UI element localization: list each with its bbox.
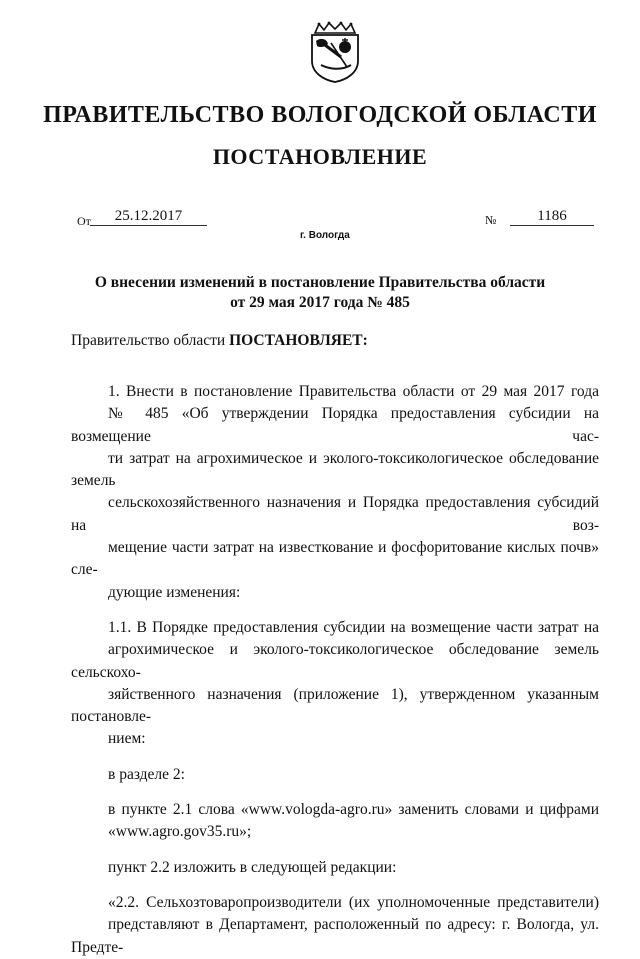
- text-line: пункт 2.2 изложить в следующей редакции:: [108, 858, 397, 876]
- paragraph: [71, 381, 599, 604]
- paragraph: [71, 892, 599, 959]
- document-type: ПОСТАНОВЛЕНИЕ: [212, 144, 428, 169]
- text-line: нием:: [108, 730, 146, 748]
- text-line: зяйственного назначения (приложение 1), утвержденном указанным постановле-: [71, 685, 599, 726]
- document-date: 25.12.2017: [90, 207, 207, 226]
- subject-line: О внесении изменений в постановление Правительства области: [94, 274, 546, 291]
- paragraph: [71, 799, 599, 844]
- text-line: 1. Внести в постановление Правительства области от 29 мая 2017 года: [108, 383, 599, 400]
- text-line: мещение части затрат на известкование и фосфоритование кислых почв» сле-: [71, 539, 599, 579]
- preamble: [71, 332, 368, 350]
- text-line: дующие изменения:: [108, 583, 241, 601]
- organization-title: ПРАВИТЕЛЬСТВО ВОЛОГОДСКОЙ ОБЛАСТИ: [43, 102, 597, 128]
- text-line: в пункте 2.1 слова «www.vologda-agro.ru» заменить словами и цифрами: [108, 801, 599, 819]
- coat-of-arms-icon: [301, 21, 369, 83]
- document-body: [71, 381, 599, 959]
- paragraph: [71, 857, 599, 879]
- text-line: в разделе 2:: [108, 765, 185, 783]
- text-line: № 485 «Об утверждении Порядка предоставления субсидии на возмещение час-: [71, 405, 599, 445]
- paragraph: [71, 617, 599, 751]
- number-prefix: №: [485, 213, 497, 227]
- text-line: 1.1. В Порядке предоставления субсидии на возмещение части затрат на: [108, 618, 599, 636]
- document-number: 1186: [510, 207, 594, 226]
- date-prefix: От: [77, 214, 91, 228]
- preamble-lead: Правительство области: [71, 332, 230, 349]
- preamble-decree: ПОСТАНОВЛЯЕТ:: [229, 332, 368, 349]
- subject-line: от 29 мая 2017 года № 485: [230, 294, 410, 311]
- text-line: «2.2. Сельхозтоваропроизводители (их уполномоченные представители): [108, 893, 599, 911]
- text-line: представляют в Департамент, расположенный по адресу: г. Вологда, ул. Предте-: [71, 916, 599, 956]
- document-subject: [0, 273, 640, 313]
- text-line: сельскохозяйственного назначения и Порядка предоставления субсидий на воз-: [71, 494, 599, 534]
- paragraph: [71, 764, 599, 786]
- text-line: ти затрат на агрохимическое и эколого-токсикологическое обследование земель: [71, 449, 599, 490]
- city-label: г. Вологда: [300, 230, 350, 241]
- text-line: агрохимическое и эколого-токсикологическое обследование земель сельскохо-: [71, 641, 599, 681]
- text-line: «www.agro.gov35.ru»;: [108, 823, 252, 841]
